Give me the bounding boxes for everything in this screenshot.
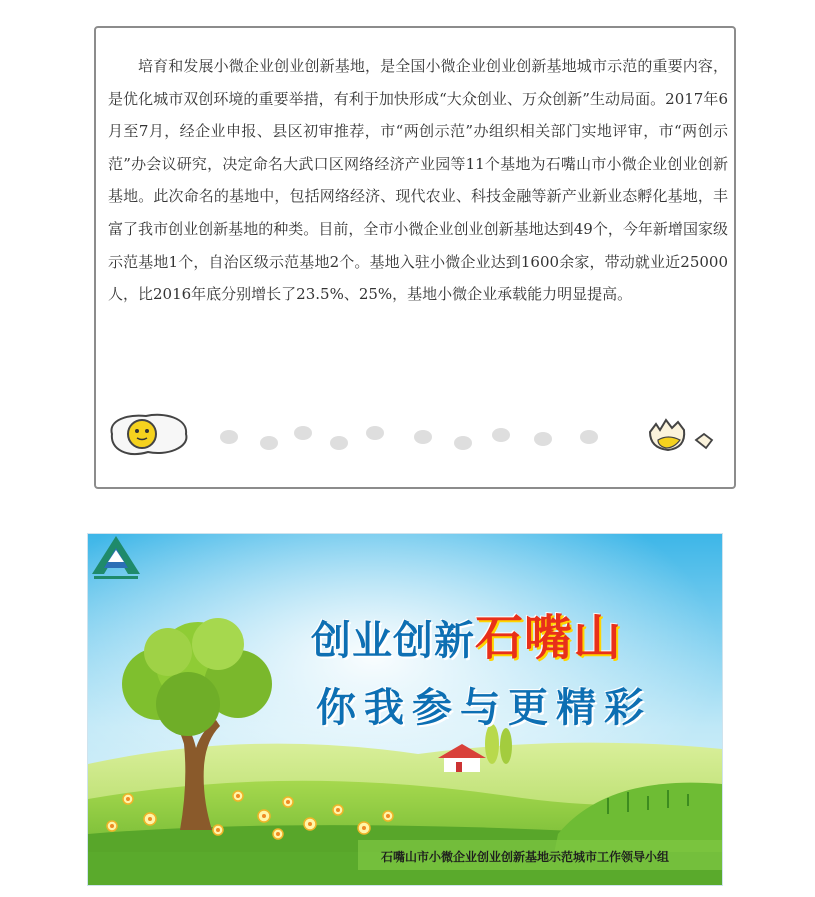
promo-banner [87, 533, 723, 886]
cracked-eggshell-icon [644, 414, 720, 454]
article-card [94, 26, 736, 489]
decor-dot [260, 436, 278, 450]
decor-dot [330, 436, 348, 450]
decor-dot [492, 428, 510, 442]
decor-dot [220, 430, 238, 444]
banner-footer-text: 石嘴山市小微企业创业创新基地示范城市工作领导小组 [381, 850, 670, 864]
banner-headline-prefix: 创业创新 [311, 618, 475, 664]
banner-headline [311, 599, 622, 668]
decor-dot [414, 430, 432, 444]
fried-egg-icon [106, 410, 192, 458]
city-logo-icon [88, 534, 144, 580]
decor-dot [580, 430, 598, 444]
banner-headline-city: 石嘴山 [475, 610, 623, 666]
decor-dot [294, 426, 312, 440]
banner-subheadline: 你我参与更精彩 [316, 685, 652, 731]
egg-decoration-row [96, 408, 734, 468]
decor-dot [366, 426, 384, 440]
decor-dot [454, 436, 472, 450]
decor-dot [534, 432, 552, 446]
article-paragraph: 培育和发展小微企业创业创新基地，是全国小微企业创业创新基地城市示范的重要内容，是优化城市双创环境的重要举措，有利于加快形成“大众创业、万众创新”生动局面。2017年6月至7月，经企业申报、县区初审推荐，市“两创示范”办组织相关部门实地评审，市“两创示范”办会议研究，决定命名大武口区网络经济产业园等11个基地为石嘴山市小微企业创业创新基地。此次命名的基地中，包括网络经济、现代农业、科技金融等新产业新业态孵化基地，丰富了我市创业创新基地的种类。目前，全市小微企业创业创新基地达到49个，今年新增国家级示范基地1个，自治区级示范基地2个。基地入驻小微企业达到1600余家，带动就业近25000人，比2016年底分别增长了23.5%、25%，基地小微企业承载能力明显提高。 [108, 57, 728, 304]
